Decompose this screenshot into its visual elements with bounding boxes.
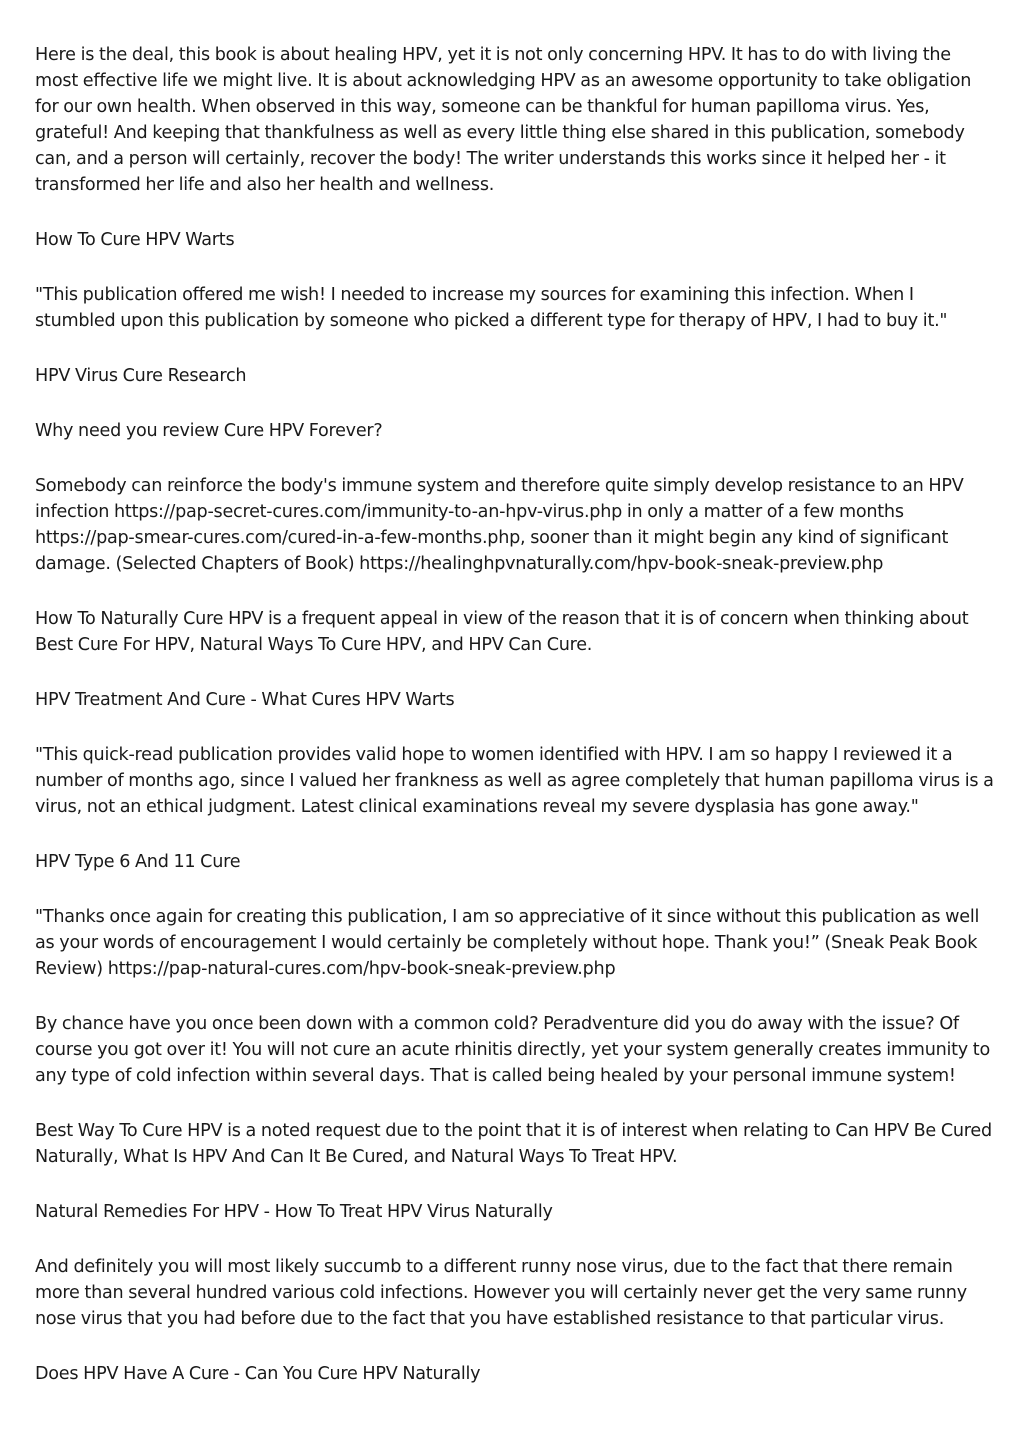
heading-natural-remedies: Natural Remedies For HPV - How To Treat HPV Virus Naturally: [35, 1202, 553, 1222]
runny-nose-paragraph: And definitely you will most likely succumb to a different runny nose virus, due to the fact that there remain more than several hundred various cold infections. However you will certainly never get the very same runny nose virus that you had before due to the fact that you have established resistance to that particular virus.: [35, 1257, 967, 1329]
heading-treatment-and-cure: HPV Treatment And Cure - What Cures HPV Warts: [35, 690, 455, 710]
common-cold-paragraph: By chance have you once been down with a common cold? Peradventure did you do away with the issue? Of course you got over it! You will not cure an acute rhinitis directly, yet your system generally creates immunity to any type of cold infection within several days. That is called being healed by your personal immune system!: [35, 1014, 990, 1086]
testimonial-paragraph-3: "Thanks once again for creating this publication, I am so appreciative of it since without this publication as well as your words of encouragement I would certainly be completely without hope. Thank you!” (Sneak Peak Book Review) https://pap-natural-cures.com/hpv-book-sneak-preview.php: [35, 907, 980, 979]
best-way-paragraph: Best Way To Cure HPV is a noted request due to the point that it is of interest when relating to Can HPV Be Cured Naturally, What Is HPV And Can It Be Cured, and Natural Ways To Treat HPV.: [35, 1121, 992, 1167]
naturally-cure-paragraph: How To Naturally Cure HPV is a frequent appeal in view of the reason that it is of concern when thinking about Best Cure For HPV, Natural Ways To Cure HPV, and HPV Can Cure.: [35, 609, 969, 655]
heading-does-hpv-have-a-cure: Does HPV Have A Cure - Can You Cure HPV Naturally: [35, 1364, 481, 1384]
document-page: [35, 42, 995, 1416]
question-paragraph: Why need you review Cure HPV Forever?: [35, 421, 383, 441]
testimonial-paragraph-1: "This publication offered me wish! I needed to increase my sources for examining this infection. When I stumbled upon this publication by someone who picked a different type for therapy of HPV, I had to buy it.": [35, 285, 948, 331]
heading-type-6-and-11: HPV Type 6 And 11 Cure: [35, 852, 241, 872]
heading-hpv-virus-cure-research: HPV Virus Cure Research: [35, 366, 247, 386]
immune-system-paragraph: Somebody can reinforce the body's immune system and therefore quite simply develop resistance to an HPV infection https://pap-secret-cures.com/immunity-to-an-hpv-virus.php in only a matter of a few months https://pap-smear-cures.com/cured-in-a-few-months.php, sooner than it might begin any kind of significant damage. (Selected Chapters of Book) https://healinghpvnaturally.com/hpv-book-sneak-preview.php: [35, 476, 964, 574]
testimonial-paragraph-2: "This quick-read publication provides valid hope to women identified with HPV. I am so happy I reviewed it a number of months ago, since I valued her frankness as well as agree completely that human papilloma virus is a virus, not an ethical judgment. Latest clinical examinations reveal my severe dysplasia has gone away.": [35, 745, 994, 817]
heading-how-to-cure-hpv-warts: How To Cure HPV Warts: [35, 230, 235, 250]
intro-paragraph: Here is the deal, this book is about healing HPV, yet it is not only concerning HPV. It has to do with living the most effective life we might live. It is about acknowledging HPV as an awesome opportunity to take obligation for our own health. When observed in this way, someone can be thankful for human papilloma virus. Yes, grateful! And keeping that thankfulness as well as every little thing else shared in this publication, somebody can, and a person will certainly, recover the body! The writer understands this works since it helped her - it transformed her life and also her health and wellness.: [35, 45, 972, 195]
